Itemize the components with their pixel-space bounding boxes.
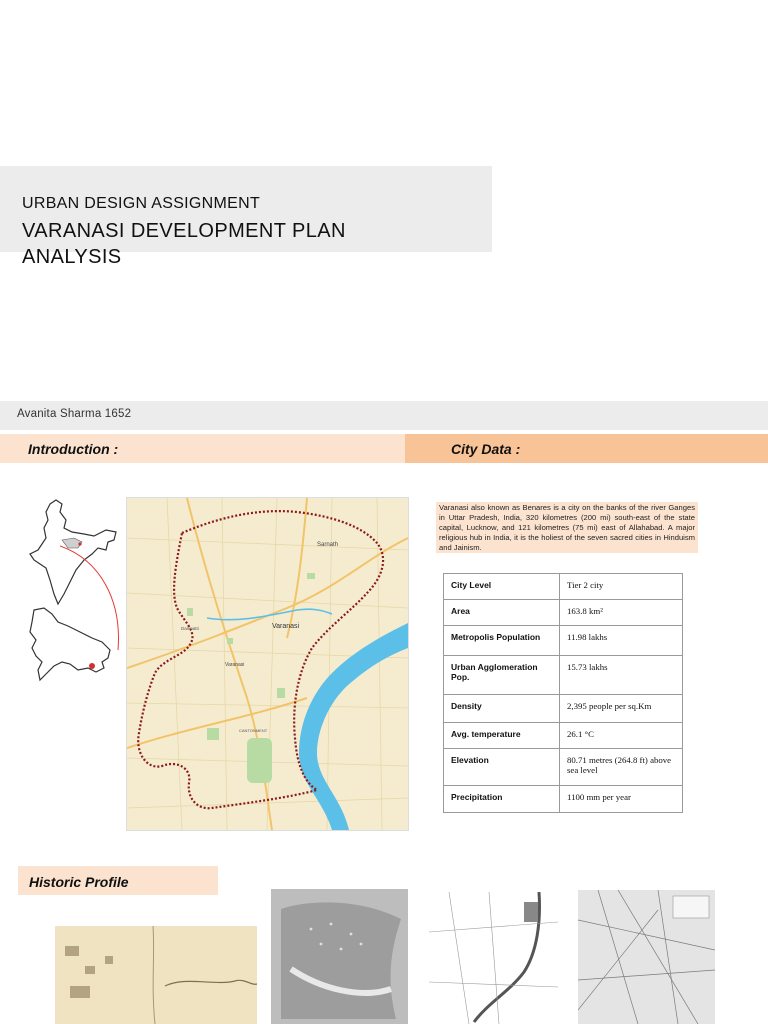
varanasi-city-map bbox=[126, 497, 409, 831]
historic-map-2 bbox=[271, 889, 408, 1024]
introduction-heading: Introduction : bbox=[28, 441, 119, 457]
city-data-value: 11.98 lakhs bbox=[560, 626, 683, 656]
city-data-key: Density bbox=[444, 695, 560, 723]
table-row bbox=[444, 695, 683, 723]
table-row bbox=[444, 723, 683, 749]
historic-map-1 bbox=[55, 926, 257, 1024]
city-data-table bbox=[443, 573, 683, 813]
author-name: Avanita Sharma 1652 bbox=[17, 408, 132, 420]
map-label-varanasi: Varanasi bbox=[272, 623, 300, 630]
page-title: VARANASI DEVELOPMENT PLAN ANALYSIS bbox=[22, 220, 346, 268]
historic-map-3 bbox=[429, 892, 558, 1024]
city-data-key: Avg. temperature bbox=[444, 723, 560, 749]
assignment-subtitle: URBAN DESIGN ASSIGNMENT bbox=[22, 195, 261, 212]
city-data-value: 26.1 °C bbox=[560, 723, 683, 749]
city-data-value: 2,395 people per sq.Km bbox=[560, 695, 683, 723]
table-row bbox=[444, 626, 683, 656]
map-label-sarnath: Sarnath bbox=[317, 542, 339, 548]
locator-connector-line bbox=[60, 540, 130, 680]
city-data-value: 1100 mm per year bbox=[560, 786, 683, 813]
map-label-cantonment: CANTONMENT bbox=[239, 728, 268, 733]
city-data-key: Urban Agglomeration Pop. bbox=[444, 656, 560, 695]
city-data-value: 15.73 lakhs bbox=[560, 656, 683, 695]
table-row bbox=[444, 786, 683, 813]
city-data-key: Area bbox=[444, 600, 560, 626]
city-data-key: Elevation bbox=[444, 749, 560, 786]
city-data-value: 163.8 km² bbox=[560, 600, 683, 626]
table-row bbox=[444, 749, 683, 786]
city-data-key: Metropolis Population bbox=[444, 626, 560, 656]
city-data-key: Precipitation bbox=[444, 786, 560, 813]
table-row bbox=[444, 574, 683, 600]
map-label-varanasi-small: Varanasi bbox=[225, 662, 245, 668]
city-data-value: 80.71 metres (264.8 ft) above sea level bbox=[560, 749, 683, 786]
historic-map-4 bbox=[578, 890, 715, 1024]
city-data-key: City Level bbox=[444, 574, 560, 600]
table-row bbox=[444, 656, 683, 695]
historic-profile-heading: Historic Profile bbox=[29, 874, 129, 890]
table-row bbox=[444, 600, 683, 626]
city-data-heading: City Data : bbox=[451, 441, 521, 457]
city-description: Varanasi also known as Benares is a city on the banks of the river Ganges in Uttar Pradesh, India, 320 kilometres (200 mi) south-east of the state capital, Lucknow, and 121 kilometres (75 mi) east of Allahabad. A major religious hub in India, it is the holiest of the seven sacred cities in Hinduism and Jainism. bbox=[436, 502, 698, 553]
city-data-value: Tier 2 city bbox=[560, 574, 683, 600]
map-label-danipatti: Danipatti bbox=[181, 626, 199, 631]
